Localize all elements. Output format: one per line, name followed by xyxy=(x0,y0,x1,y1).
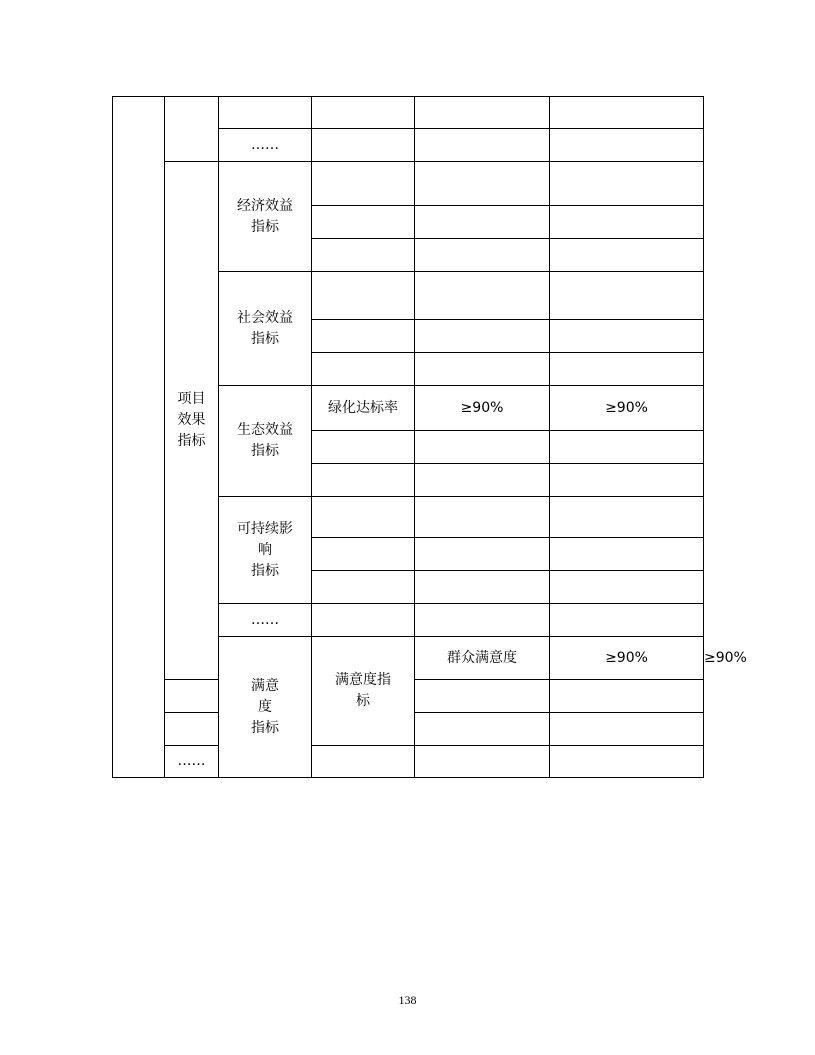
social-benefit-label: 社会效益 指标 xyxy=(219,272,312,386)
cell xyxy=(415,129,550,162)
cell xyxy=(550,129,704,162)
cell xyxy=(312,538,415,571)
page-number: 138 xyxy=(398,993,417,1007)
cell xyxy=(415,353,550,386)
cell xyxy=(312,571,415,604)
cell xyxy=(415,162,550,206)
cell xyxy=(550,97,704,129)
cell xyxy=(165,713,219,746)
satisfaction-category-cell: 满意 度 指标 xyxy=(219,637,312,778)
effect-category-cell: 项目 效果 指标 xyxy=(165,162,219,680)
cell xyxy=(415,464,550,497)
cell xyxy=(550,320,704,353)
cell xyxy=(415,571,550,604)
cell xyxy=(415,320,550,353)
cell xyxy=(165,680,219,713)
cell xyxy=(312,272,415,320)
greening-rate-indicator: 绿化达标率 xyxy=(312,386,415,431)
cell xyxy=(219,97,312,129)
cell xyxy=(550,538,704,571)
cell xyxy=(550,272,704,320)
cell xyxy=(312,162,415,206)
public-satisfaction-value: ≥90% xyxy=(550,637,704,680)
cell xyxy=(550,680,704,713)
cell xyxy=(415,680,550,713)
cell xyxy=(312,129,415,162)
cell xyxy=(550,571,704,604)
public-satisfaction-indicator: 群众满意度 xyxy=(415,637,550,680)
cell xyxy=(415,97,550,129)
table-row xyxy=(113,162,704,206)
cell xyxy=(550,239,704,272)
table-row xyxy=(113,97,704,129)
cell xyxy=(550,431,704,464)
cell xyxy=(550,497,704,538)
table-row xyxy=(113,746,704,778)
cell xyxy=(312,604,415,637)
performance-indicator-table xyxy=(112,96,747,778)
cell xyxy=(550,746,704,778)
cell xyxy=(312,353,415,386)
cell xyxy=(415,272,550,320)
cell xyxy=(550,604,704,637)
cell xyxy=(415,497,550,538)
cell xyxy=(415,431,550,464)
cell xyxy=(550,206,704,239)
cell xyxy=(415,713,550,746)
cell xyxy=(550,353,704,386)
cell xyxy=(415,239,550,272)
cell xyxy=(312,431,415,464)
cell xyxy=(415,746,550,778)
cell xyxy=(550,713,704,746)
category-cell xyxy=(165,97,219,162)
cell xyxy=(312,497,415,538)
economic-benefit-label: 经济效益 指标 xyxy=(219,162,312,272)
cell xyxy=(312,320,415,353)
cell xyxy=(550,162,704,206)
level1-cell xyxy=(113,97,165,778)
sustainable-impact-label: 可持续影 响 指标 xyxy=(219,497,312,604)
greening-rate-value: ≥90% xyxy=(415,386,550,431)
ecological-benefit-label: 生态效益 指标 xyxy=(219,386,312,497)
cell xyxy=(312,746,415,778)
satisfaction-label: 满意度指 标 xyxy=(312,637,415,746)
cell xyxy=(312,239,415,272)
cell xyxy=(550,464,704,497)
cell xyxy=(312,464,415,497)
cell xyxy=(415,538,550,571)
ellipsis-cell: …… xyxy=(219,604,312,637)
cell xyxy=(312,97,415,129)
ellipsis-cell: …… xyxy=(165,746,219,778)
table-row: 满意 度 指标 满意度指 标 群众满意度 ≥90% ≥90% xyxy=(113,637,704,680)
cell xyxy=(415,604,550,637)
cell xyxy=(312,206,415,239)
ellipsis-cell: …… xyxy=(219,129,312,162)
cell xyxy=(415,206,550,239)
greening-rate-target: ≥90% xyxy=(550,386,704,431)
